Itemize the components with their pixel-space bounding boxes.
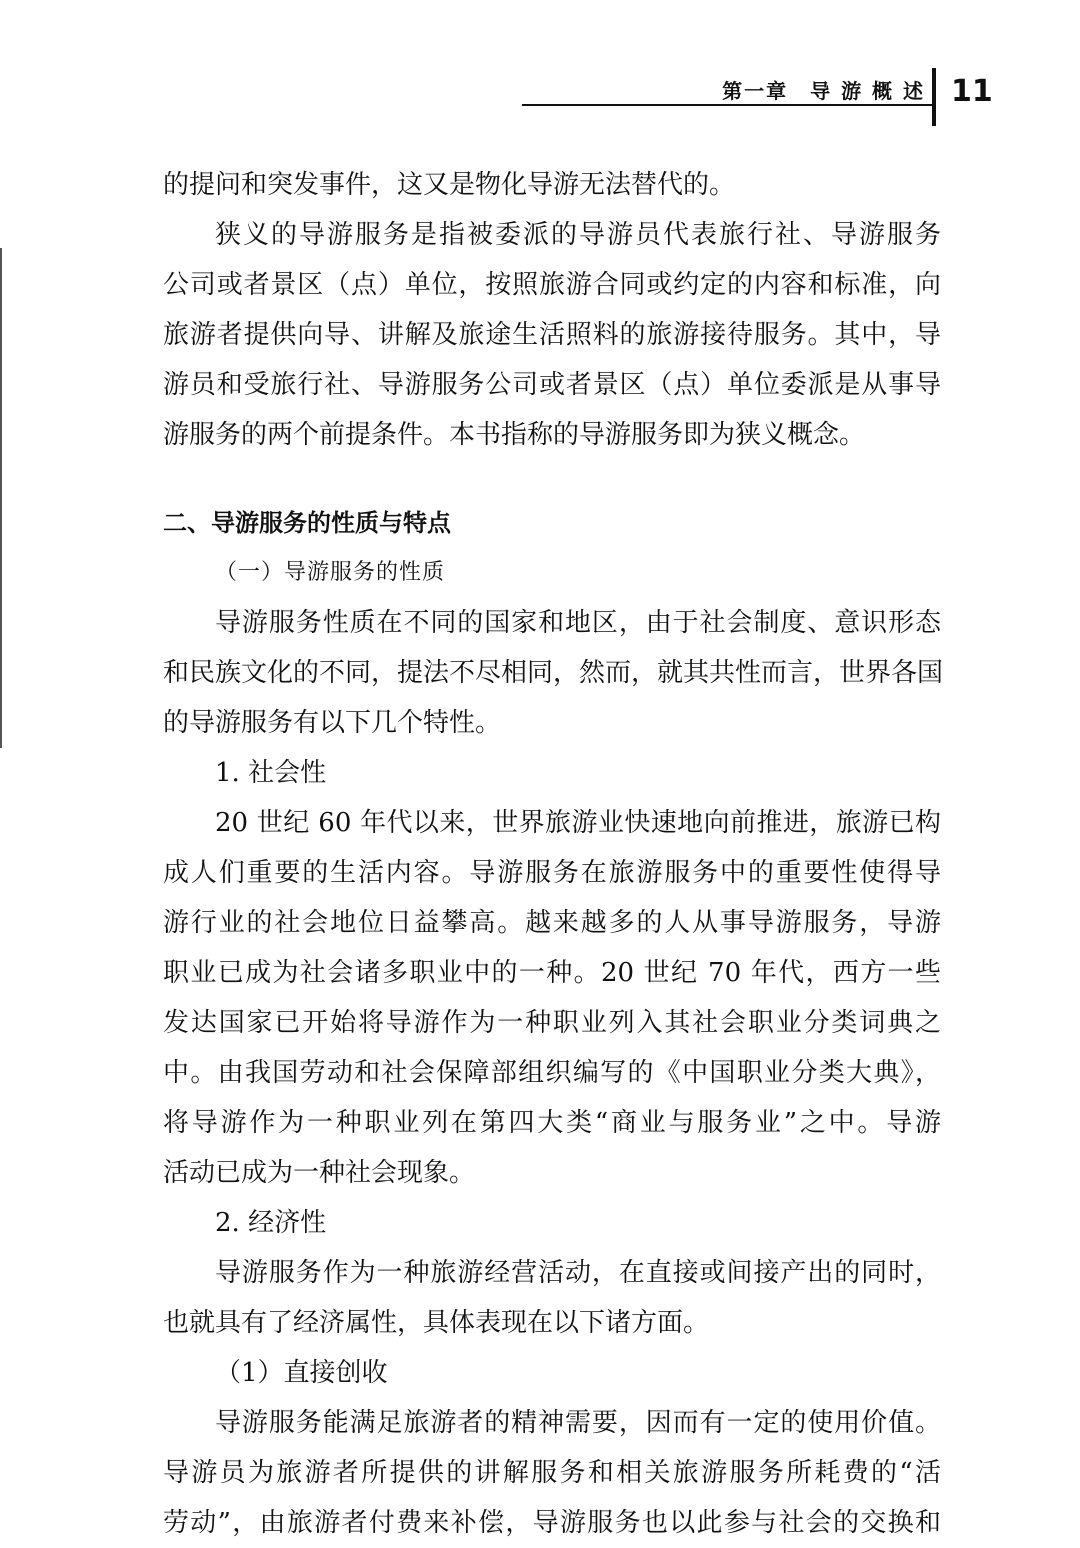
text-line: 游行业的社会地位日益攀高。越来越多的人从事导游服务，导游 (163, 908, 941, 938)
text-line: 游服务的两个前提条件。本书指称的导游服务即为狭义概念。 (163, 420, 866, 450)
running-header-chapter: 第一章 导 游 概 述 (722, 79, 925, 103)
text-line: （1）直接创收 (215, 1358, 388, 1388)
text-line: 游员和受旅行社、导游服务公司或者景区（点）单位委派是从事导 (163, 370, 941, 400)
section-heading: 二、导游服务的性质与特点 (163, 509, 451, 537)
header-rule (522, 104, 934, 106)
text-line: 中。由我国劳动和社会保障部组织编写的《中国职业分类大典》， (163, 1058, 941, 1088)
text-line: 也就具有了经济属性，具体表现在以下诸方面。 (163, 1308, 710, 1338)
text-line: 导游员为旅游者所提供的讲解服务和相关旅游服务所耗费的“活 (163, 1458, 941, 1488)
body-text (163, 160, 944, 1548)
text-line: 2. 经济性 (215, 1208, 327, 1238)
subsection-heading: （一）导游服务的性质 (215, 560, 446, 585)
text-line: 导游服务作为一种旅游经营活动，在直接或间接产出的同时， (215, 1258, 941, 1288)
page-edge-line (0, 248, 2, 748)
page-number: 11 (951, 74, 993, 109)
text-line: 狭义的导游服务是指被委派的导游员代表旅行社、导游服务 (215, 220, 941, 250)
text-line: 导游服务性质在不同的国家和地区，由于社会制度、意识形态 (215, 608, 941, 638)
text-line: 发达国家已开始将导游作为一种职业列入其社会职业分类词典之 (163, 1008, 941, 1038)
text-line: 将导游作为一种职业列在第四大类“商业与服务业”之中。导游 (163, 1108, 941, 1138)
text-line: 成人们重要的生活内容。导游服务在旅游服务中的重要性使得导 (163, 858, 941, 888)
text-line: 活动已成为一种社会现象。 (163, 1158, 476, 1188)
text-line: 旅游者提供向导、讲解及旅途生活照料的旅游接待服务。其中，导 (163, 320, 941, 350)
blank-line (163, 460, 941, 498)
text-line: 的提问和突发事件，这又是物化导游无法替代的。 (163, 170, 736, 200)
header-vertical-bar (932, 68, 936, 126)
text-line: 20 世纪 60 年代以来，世界旅游业快速地向前推进，旅游已构 (215, 808, 941, 838)
text-line: 和民族文化的不同，提法不尽相同，然而，就其共性而言，世界各国 (163, 658, 944, 688)
text-line: 导游服务能满足旅游者的精神需要，因而有一定的使用价值。 (215, 1408, 941, 1438)
text-line: 劳动”，由旅游者付费来补偿，导游服务也以此参与社会的交换和 (163, 1508, 941, 1538)
text-line: 职业已成为社会诸多职业中的一种。20 世纪 70 年代，西方一些 (163, 958, 941, 988)
text-line: 1. 社会性 (215, 758, 327, 788)
text-line: 的导游服务有以下几个特性。 (163, 708, 502, 738)
text-line: 公司或者景区（点）单位，按照旅游合同或约定的内容和标准，向 (163, 270, 941, 300)
